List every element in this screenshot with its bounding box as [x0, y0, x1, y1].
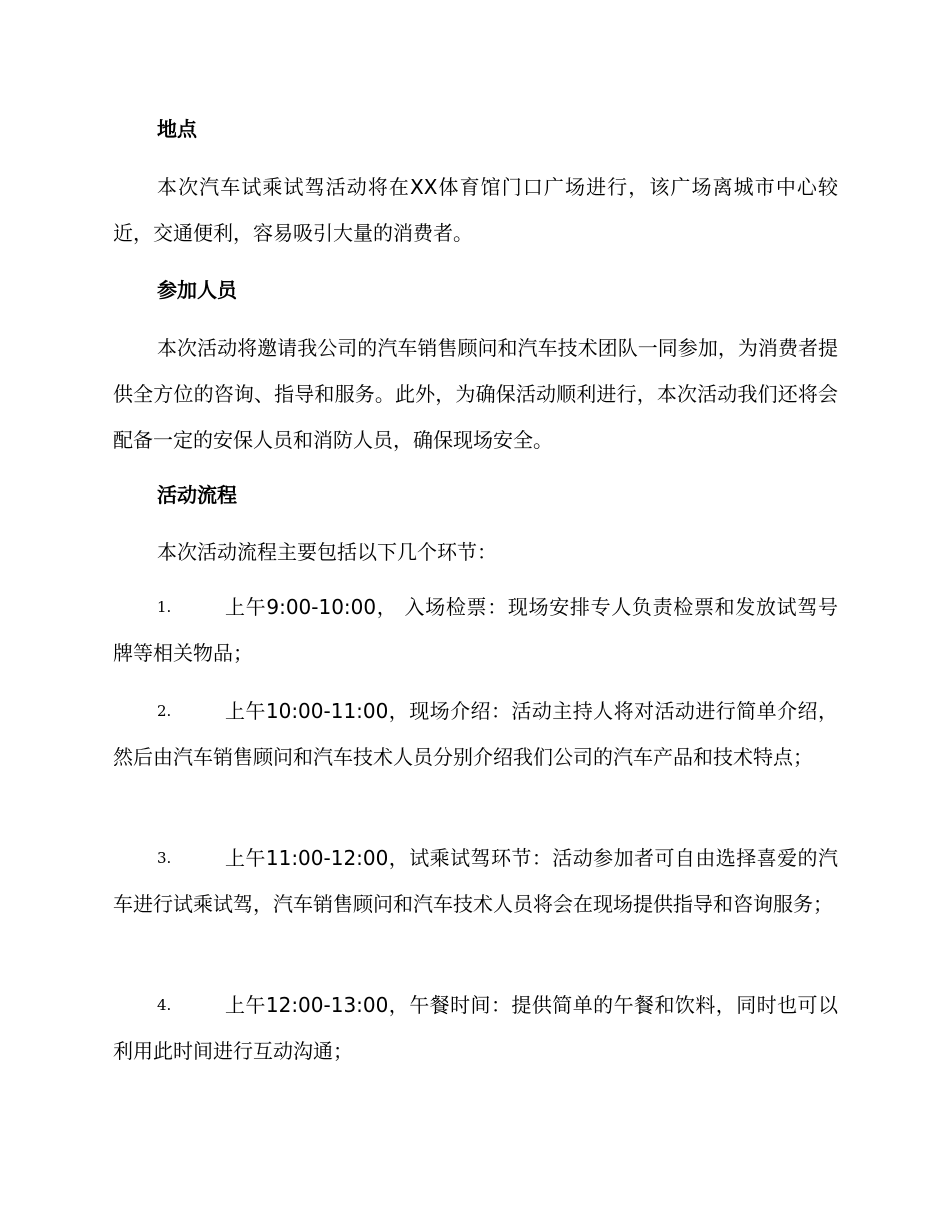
- section-heading-flow: 活动流程: [157, 483, 237, 507]
- section-paragraph-participants: 本次活动将邀请我公司的汽车销售顾问和汽车技术团队一同参加，为消费者提供全方位的咨询、指导和服务。此外，为确保活动顺利进行，本次活动我们还将会配备一定的安保人员和消防人员，确保现场安全。: [113, 336, 838, 452]
- flow-list-item: [113, 835, 838, 927]
- list-item-number: 2.: [157, 702, 172, 720]
- section-heading-location: 地点: [157, 117, 197, 141]
- list-item-number: 3.: [157, 849, 172, 867]
- section-paragraph-flow: 本次活动流程主要包括以下几个环节：: [157, 540, 497, 564]
- list-item-number: 1.: [157, 598, 172, 616]
- section-heading-participants: 参加人员: [157, 278, 237, 302]
- section-paragraph-location: 本次汽车试乘试驾活动将在XX体育馆门口广场进行，该广场离城市中心较近，交通便利，容易吸引大量的消费者。: [113, 175, 838, 245]
- list-item-text: 上午12:00-13:00，午餐时间：提供简单的午餐和饮料，同时也可以利用此时间进行互动沟通；: [113, 993, 838, 1063]
- list-item-text: 上午9:00-10:00， 入场检票：现场安排专人负责检票和发放试驾号牌等相关物品；: [113, 595, 838, 665]
- flow-list-item: [113, 982, 838, 1074]
- list-item-text: 上午10:00-11:00，现场介绍：活动主持人将对活动进行简单介绍，然后由汽车销售顾问和汽车技术人员分别介绍我们公司的汽车产品和技术特点；: [113, 699, 838, 769]
- list-item-text: 上午11:00-12:00，试乘试驾环节：活动参加者可自由选择喜爱的汽车进行试乘试驾，汽车销售顾问和汽车技术人员将会在现场提供指导和咨询服务；: [113, 846, 838, 916]
- flow-list-item: [113, 688, 838, 780]
- flow-list-item: [113, 584, 838, 676]
- list-item-number: 4.: [157, 996, 172, 1014]
